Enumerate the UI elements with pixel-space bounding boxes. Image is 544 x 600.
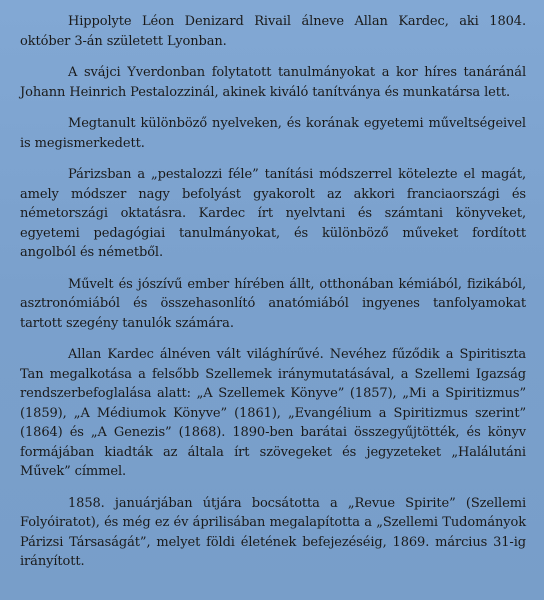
paragraph-studies: A svájci Yverdonban folytatott tanulmányokat a kor híres tanáránál Johann Heinrich Pestalozzinál, akinek kiváló tanítványa és munkatársa lett. — [20, 65, 526, 100]
paragraph-paris: Párizsban a „pestalozzi féle” tanítási módszerrel kötelezte el magát, amely módszer nagy befolyást gyakorolt az akkori franciaországi és németországi oktatásra. Kardec írt nyelvtani és számtani könyveket, egyetemi pedagógiai tanulmányokat, és különböző műveket fordított angolból és németből. — [20, 167, 526, 260]
paragraph-revue: 1858. januárjában útjára bocsátotta a „Revue Spirite” (Szellemi Folyóiratot), és még ez év áprilisában megalapította a „Szellemi Tudományok Párizsi Társaságát”, melyet földi életének befejezéséig, 1869. március 31-ig irányított. — [20, 495, 526, 569]
paragraph-courses: Művelt és jószívű ember hírében állt, otthonában kémiából, fizikából, asztronómiából és összehasonlító anatómiából ingyenes tanfolyamokat tartott szegény tanulók számára. — [20, 276, 526, 331]
paragraph-works: Allan Kardec álnéven vált világhírűvé. Nevéhez fűződik a Spiritiszta Tan megalkotása a felsőbb Szellemek iránymutatásával, a Szellemi Igazság rendszerbefoglalása alatt: „A Szellemek Könyve” (1857), „Mi a Spiritizmus” (1859), „A Médiumok Könyve” (1861), „Evangélium a Spiritizmus szerint” (1864) és „A Genezis” (1868). 1890-ben barátai összegyűjtötték, és könyv formájában kiadták az általa írt szövegeket és jegyzeteket „Halálutáni Művek” címmel. — [20, 347, 526, 479]
paragraph-languages: Megtanult különböző nyelveken, és korának egyetemi műveltségeivel is megismerkedett. — [20, 116, 526, 151]
paragraph-birth: Hippolyte Léon Denizard Rivail álneve Allan Kardec, aki 1804. október 3-án született Lyonban. — [20, 14, 526, 49]
